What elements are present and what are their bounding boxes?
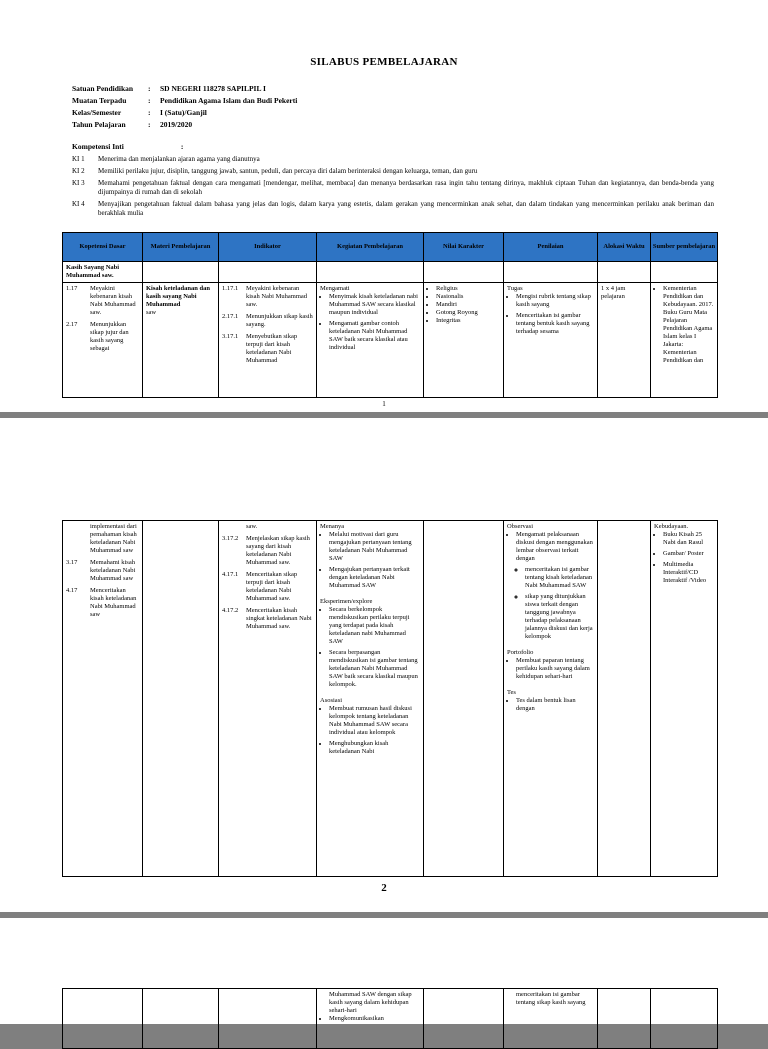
info-colon: :: [148, 120, 151, 129]
list-item: • Secara berkelompok mendiskusikan perilaku terpuji yang terdapat pada kisah keteladanan nabi Muhammad SAW: [329, 606, 420, 646]
kegiatan-cell: [317, 521, 424, 877]
indikator-text: Menceritakan kisah singkat keteladanan Nabi Muhammad saw.: [246, 607, 312, 630]
theme-cell: Kasih Sayang Nabi Muhammad saw.: [63, 262, 143, 283]
indikator-number: 4.17.2: [222, 607, 239, 614]
indikator-text: Menceritakan sikap terpuji dari kisah keteladanan Nabi Muhammad saw.: [246, 571, 298, 602]
table-header-row: [63, 233, 718, 262]
table-row: [63, 989, 718, 1049]
document-page-3: [0, 918, 768, 1024]
kd-item: [66, 559, 139, 583]
nilai-cell: [424, 989, 504, 1049]
column-header: Kegiatan Pembelajaran: [317, 233, 424, 262]
list-item: • Buku Kisah 25 Nabi dan Rasul: [663, 531, 714, 547]
indikator-item: [222, 333, 313, 365]
list-item: • Gotong Royong: [436, 309, 500, 317]
info-colon: :: [148, 108, 151, 117]
indikator-text: Menunjukkan sikap kasih sayang.: [246, 313, 313, 328]
kd-number: 2.17: [66, 321, 78, 328]
ki-row: [72, 179, 714, 197]
info-value: Pendidikan Agama Islam dan Budi Pekerti: [160, 96, 298, 105]
kd-number: [66, 523, 90, 555]
kd-number: 1.17: [66, 285, 78, 292]
kd-item: [66, 321, 139, 353]
kegiatan-heading: Menanya: [320, 523, 345, 530]
table-cell: [219, 262, 317, 283]
kegiatan-heading: Eksperimen/explore: [320, 598, 373, 605]
penilaian-list: [507, 293, 594, 336]
nilai-list: [427, 285, 500, 325]
kd-number: 4.17: [66, 587, 78, 594]
sumber-list: [654, 285, 714, 365]
ki-text: Menerima dan menjalankan ajaran agama yang dianutnya: [98, 155, 260, 163]
table-row: [63, 283, 718, 398]
penilaian-cell: [504, 283, 598, 398]
penilaian-heading: Tugas: [507, 285, 523, 292]
indikator-item: [222, 285, 313, 309]
identity-block: [72, 84, 297, 132]
sumber-cell: [651, 283, 718, 398]
list-item: • Tes dalam bentuk lisan dengan: [516, 697, 594, 713]
table-cell: [504, 262, 598, 283]
list-item: • Mandiri: [436, 301, 500, 309]
indikator-number: 3.17.2: [222, 535, 239, 542]
materi-cell: [143, 521, 219, 877]
ki-code: KI 4: [72, 200, 85, 208]
column-header: Kopetensi Dasar: [63, 233, 143, 262]
indikator-cell: [219, 521, 317, 877]
ki-row: [72, 200, 714, 218]
ki-code: KI 1: [72, 155, 85, 163]
materi-title: Kisah keteladanan dan kasih sayang Nabi Muhammad: [146, 285, 210, 308]
info-row: [72, 120, 297, 132]
kd-cell: [63, 521, 143, 877]
info-row: [72, 84, 297, 96]
table-cell: [317, 262, 424, 283]
list-item: • Mengisi rubrik tentang sikap kasih sayang: [516, 293, 594, 309]
indikator-cell: [219, 989, 317, 1049]
indikator-text: Menjelaskan sikap kasih sayang dari kisah keteladanan Nabi Muhammad saw.: [246, 535, 310, 566]
kegiatan-list: [320, 531, 420, 590]
info-row: [72, 108, 297, 120]
kd-text: Menunjukkan sikap jujur dan kasih sayang sebagai: [90, 321, 129, 352]
table-cell: [598, 262, 651, 283]
materi-cell: [143, 989, 219, 1049]
kd-text: Menceritakan kisah keteladanan Nabi Muhammad saw: [90, 587, 137, 618]
info-key: Tahun Pelajaran: [72, 120, 126, 129]
materi-cell: [143, 283, 219, 398]
column-header: Indikator: [219, 233, 317, 262]
info-colon: :: [180, 142, 184, 151]
list-item: • Melalui motivasi dari guru mengajukan pertanyaan tentang keteladanan Nabi Muhammad SAW: [329, 531, 420, 563]
kd-text: implementasi dari pemahaman kisah keteladanan Nabi Muhammad saw: [90, 523, 137, 554]
indikator-item: [222, 313, 313, 329]
penilaian-text: menceritakan isi gambar tentang sikap kasih sayang: [516, 991, 586, 1006]
info-row: [72, 96, 297, 108]
syllabus-table-continued: [62, 520, 718, 877]
column-header: Nilai Karakter: [424, 233, 504, 262]
indikator-text: Menyebutkan sikap terpuji dari kisah keteladanan Nabi Muhammad: [246, 333, 298, 364]
info-key: Muatan Terpadu: [72, 96, 127, 105]
info-key: Kelas/Semester: [72, 108, 122, 117]
penilaian-cell: [504, 989, 598, 1049]
document-page-2: [0, 418, 768, 912]
ki-row: [72, 167, 714, 176]
page-number: 2: [381, 882, 387, 894]
column-header: Alokasi Waktu: [598, 233, 651, 262]
indikator-number: 4.17.1: [222, 571, 239, 578]
alokasi-cell: [598, 521, 651, 877]
table-cell: [424, 262, 504, 283]
list-item: • Menghubungkan kisah keteladanan Nabi: [329, 740, 420, 756]
ki-code: KI 3: [72, 179, 85, 187]
penilaian-list: [507, 531, 594, 641]
indikator-number: 3.17.1: [222, 333, 239, 340]
ki-text: Memahami pengetahuan faktual dengan cara mengamati [mendengar, melihat, membaca] dan menanya berdasarkan rasa ingin tahu tentang dirinya, makhluk ciptaan Tuhan dan kegiatannya, dan benda-benda yang dijumpainya di rumah dan di sekolah: [98, 179, 714, 196]
table-row: [63, 521, 718, 877]
kd-cell: [63, 283, 143, 398]
list-item: • Secara berpasangan mendiskusikan isi gambar tentang keteladanan Nabi Muhammad SAW baik secara klasikal maupun kelompok.: [329, 649, 420, 689]
indikator-item: [222, 523, 313, 531]
list-item: • Mengkomunikasikan: [329, 1015, 420, 1023]
penilaian-list: [507, 697, 594, 713]
list-item: • Mengamati gambar contoh keteladanan Nabi Muhammad SAW baik secara klasikal atau individual: [329, 320, 420, 352]
list-item: • Kementerian Pendidikan dan Kebudayaan. 2017. Buku Guru Mata Pelajaran Pendidikan Agama Islam kelas I Jakarta: Kementerian Pendidikan dan: [663, 285, 714, 365]
column-header: Sumber pembelajaran: [651, 233, 718, 262]
kegiatan-list: [320, 705, 420, 756]
penilaian-list: [507, 657, 594, 681]
ki-text: Menyajikan pengetahuan faktual dalam bahasa yang jelas dan logis, dalam karya yang estetis, dalam gerakan yang mencerminkan anak sehat, dan dalam tindakan yang mencerminkan perilaku anak beriman dan berakhlak mulia: [98, 200, 714, 217]
info-colon: :: [148, 84, 151, 93]
indikator-item: [222, 571, 313, 603]
alokasi-cell: [598, 989, 651, 1049]
penilaian-heading: Tes: [507, 689, 516, 696]
list-item: ◦ menceritakan isi gambar tentang kisah keteladanan Nabi Muhammad SAW: [525, 566, 594, 590]
list-item: • Menceritakan isi gambar tentang bentuk kasih sayang terhadap sesama: [516, 312, 594, 336]
list-item: • Membuat rumusan hasil diskusi kelompok tentang keteladanan Nabi Muhammad SAW secara individual atau kelompok: [329, 705, 420, 737]
list-item: • Multimedia Interaktif/CD Interaktif /Video: [663, 561, 714, 585]
theme-row: [63, 262, 718, 283]
kegiatan-list: [320, 293, 420, 352]
indikator-text: Meyakini kebenaran kisah Nabi Muhammad saw.: [246, 285, 308, 308]
kompetensi-inti-label: Kompetensi Inti: [72, 142, 124, 151]
kegiatan-list: [320, 606, 420, 689]
kegiatan-heading: Asosiasi: [320, 697, 343, 704]
indikator-item: [222, 607, 313, 631]
alokasi-cell: 1 x 4 jam pelajaran: [598, 283, 651, 398]
observasi-text: Mengamati pelaksanaan diskusi dengan menggunakan lembar observasi terkait dengan: [516, 531, 593, 562]
table-cell: [651, 262, 718, 283]
kegiatan-cell: [317, 283, 424, 398]
sumber-list: [654, 531, 714, 585]
page-title: SILABUS PEMBELAJARAN: [310, 56, 458, 68]
list-item: [516, 531, 594, 641]
nilai-cell: [424, 521, 504, 877]
kd-item: [66, 587, 139, 619]
nilai-cell: [424, 283, 504, 398]
info-key: Satuan Pendidikan: [72, 84, 134, 93]
indikator-text: saw.: [246, 523, 258, 530]
list-item: • Mengajukan pertanyaan terkait dengan keteladanan Nabi Muhammad SAW: [329, 566, 420, 590]
kd-item: [66, 523, 139, 555]
info-colon: :: [148, 96, 151, 105]
indikator-number: 2.17.1: [222, 313, 239, 320]
penilaian-cell: [504, 521, 598, 877]
list-item: • Gambar/ Poster: [663, 550, 714, 558]
indikator-item: [222, 535, 313, 567]
syllabus-table-continued: [62, 988, 718, 1049]
kd-text: Memahami kisah keteladanan Nabi Muhammad saw: [90, 559, 136, 582]
ki-code: KI 2: [72, 167, 85, 175]
kd-number: 3.17: [66, 559, 78, 566]
kd-text: Meyakini kebenaran kisah Nabi Muhammad saw.: [90, 285, 136, 316]
info-value: SD NEGERI 118278 SAPILPIL I: [160, 84, 266, 93]
kegiatan-text: Muhammad SAW dengan sikap kasih sayang dalam kehidupan sehari-hari: [329, 991, 412, 1014]
kompetensi-inti-heading: [72, 142, 183, 151]
indikator-cell: [219, 283, 317, 398]
syllabus-table: [62, 232, 718, 398]
penilaian-heading: Portofolio: [507, 649, 534, 656]
ki-text: Memiliki perilaku jujur, disiplin, tanggung jawab, santun, peduli, dan percaya diri dalam berinteraksi dengan keluarga, teman, dan guru: [98, 167, 478, 175]
ki-row: [72, 155, 714, 164]
materi-text: saw: [146, 309, 157, 316]
list-item: • Religius: [436, 285, 500, 293]
sumber-text: Kebudayaan.: [654, 523, 689, 530]
table-cell: [143, 262, 219, 283]
list-item: • Membuat paparan tentang perilaku kasih sayang dalam kehidupan sehari-hari: [516, 657, 594, 681]
kegiatan-heading: Mengamati: [320, 285, 350, 292]
column-header: Materi Pembelajaran: [143, 233, 219, 262]
kd-cell: [63, 989, 143, 1049]
list-item: • Integritas: [436, 317, 500, 325]
kegiatan-cell: [317, 989, 424, 1049]
sumber-cell: [651, 521, 718, 877]
sumber-cell: [651, 989, 718, 1049]
kegiatan-list: [320, 1015, 420, 1023]
indikator-number: 1.17.1: [222, 285, 239, 292]
document-page-1: [0, 0, 768, 412]
list-item: ◦ sikap yang ditunjukkan siswa terkait dengan tanggung jawabnya terhadap pelaksanaan jalannya diskusi dan kerja kelompok: [525, 593, 594, 641]
observasi-sublist: [516, 566, 594, 641]
column-header: Penilaian: [504, 233, 598, 262]
info-value: I (Satu)/Ganjil: [160, 108, 207, 117]
penilaian-heading: Observasi: [507, 523, 533, 530]
list-item: • Menyimak kisah keteladanan nabi Muhammad SAW secara klasikal maupun individual: [329, 293, 420, 317]
info-value: 2019/2020: [160, 120, 193, 129]
indikator-number: [222, 523, 246, 531]
kd-item: [66, 285, 139, 317]
page-number: 1: [382, 400, 386, 408]
list-item: • Nasionalis: [436, 293, 500, 301]
